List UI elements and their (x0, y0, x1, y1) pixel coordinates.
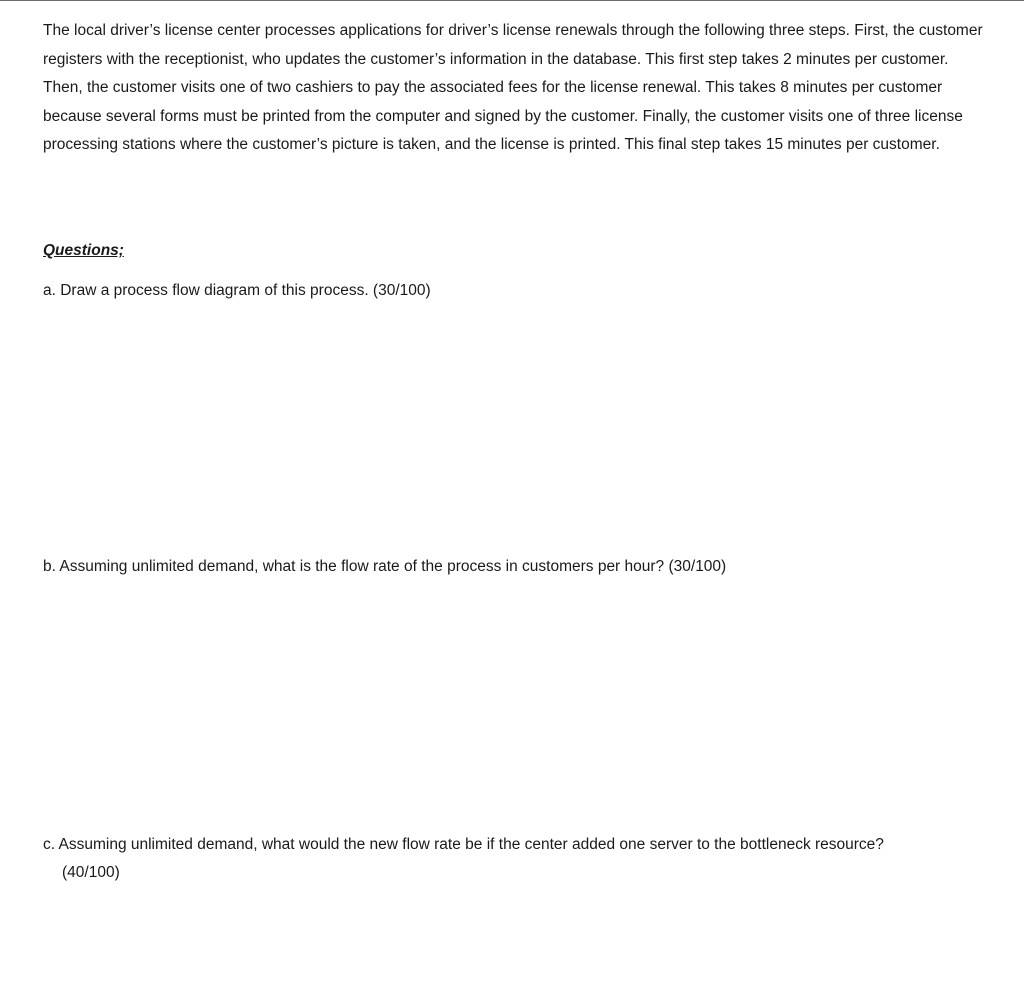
question-c: c. Assuming unlimited demand, what would the new flow rate be if the center added one server to the bottleneck resource? (40/100) (43, 836, 884, 881)
question-a: a. Draw a process flow diagram of this process. (30/100) (43, 282, 431, 299)
answer-space-b (43, 590, 943, 820)
top-divider (0, 0, 1024, 1)
problem-description: The local driver’s license center processes applications for driver’s license renewals through the following three steps. First, the customer registers with the receptionist, who updates the customer’s information in the database. This first step takes 2 minutes per customer. Then, the customer visits one of two cashiers to pay the associated fees for the license renewal. This takes 8 minutes per customer because several forms must be printed from the computer and signed by the customer. Finally, the customer visits one of three license processing stations where the customer’s picture is taken, and the license is printed. This final step takes 15 minutes per customer. (43, 22, 983, 154)
answer-space-a (43, 310, 943, 550)
questions-heading: Questions; (43, 242, 124, 259)
question-b: b. Assuming unlimited demand, what is the flow rate of the process in customers per hour? (30/100) (43, 558, 727, 575)
answer-space-c (43, 890, 943, 980)
